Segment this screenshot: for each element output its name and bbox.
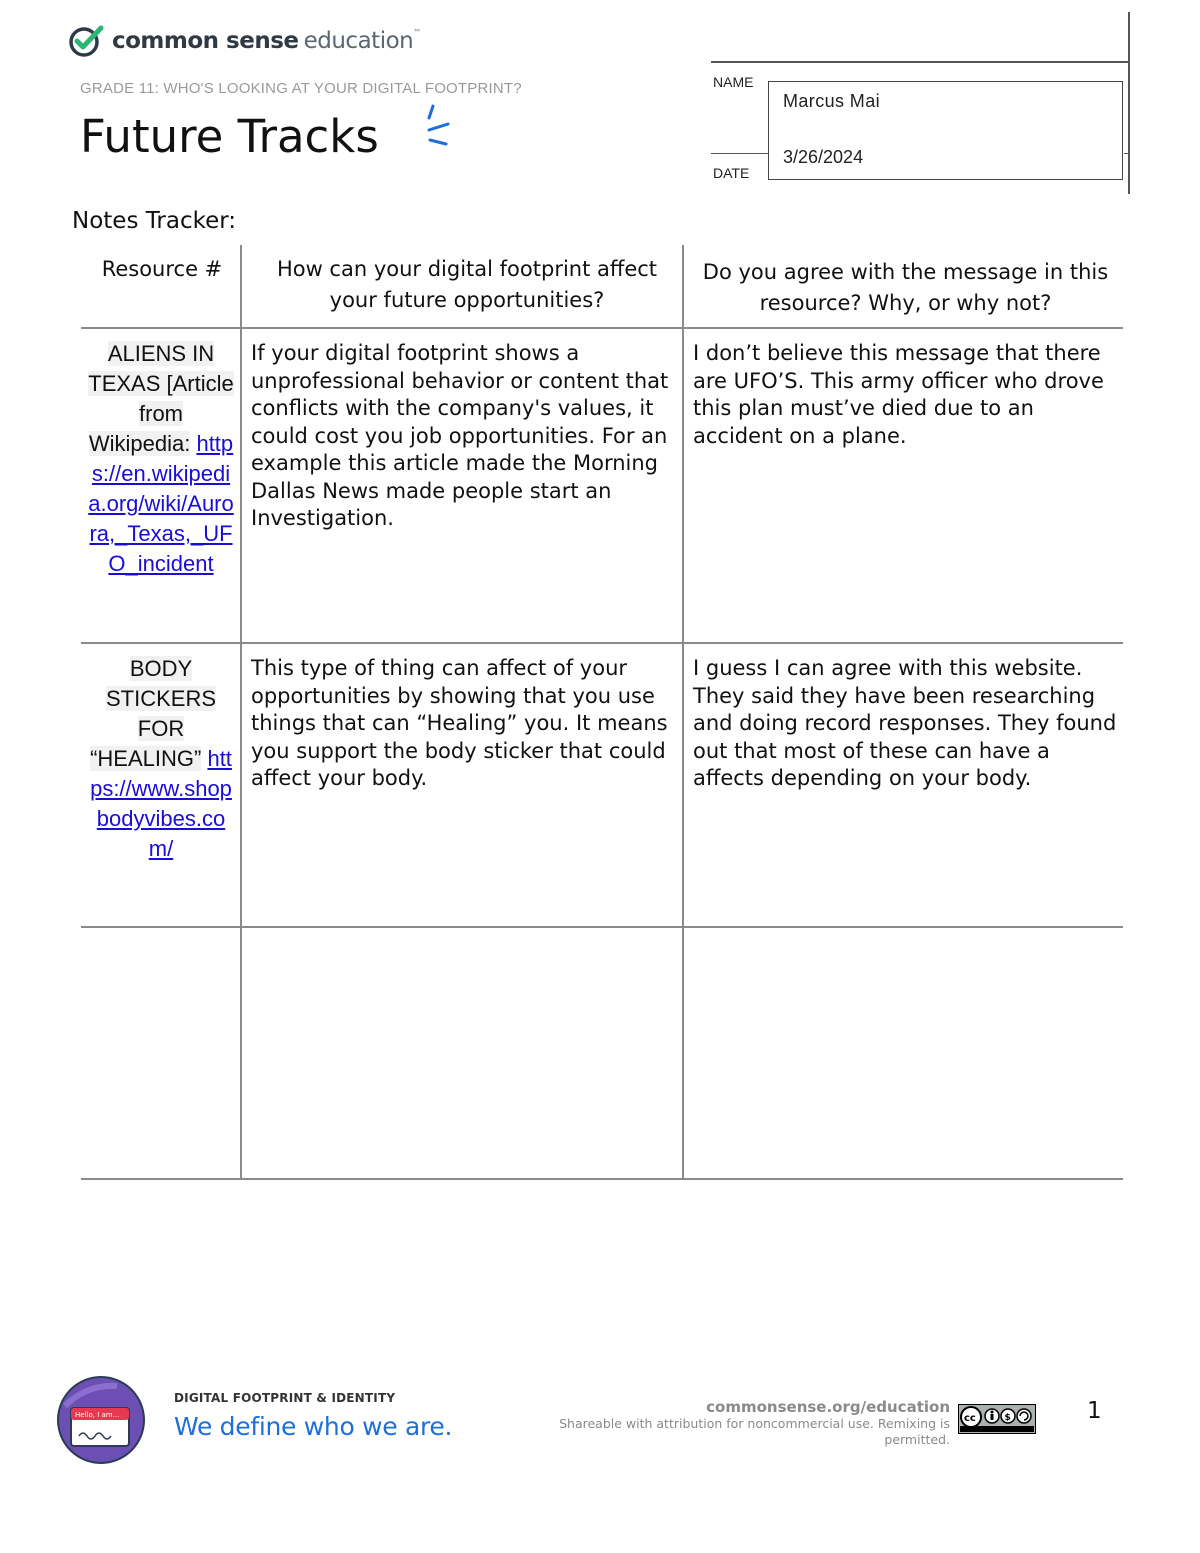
table-row-1-effect: If your digital footprint shows a unprofessional behavior or content that conflicts with the company's values, it could cost you job opportunities. For an example this article made the Morning Dallas News made people start an Investigation. xyxy=(251,341,669,530)
column-header-resource: Resource # xyxy=(101,257,223,281)
logo-trademark: ™ xyxy=(413,28,422,37)
resource-title: ALIENS IN TEXAS [Article from Wikipedia: xyxy=(88,341,234,456)
table-row-divider xyxy=(81,926,1123,928)
svg-text:cc: cc xyxy=(964,1413,976,1424)
date-field[interactable]: 3/26/2024 xyxy=(783,147,864,167)
notes-tracker-table xyxy=(81,245,1123,1181)
logo-brand-light: education xyxy=(303,28,414,54)
name-field[interactable]: Marcus Mai xyxy=(783,91,881,111)
svg-text:$: $ xyxy=(1004,1413,1011,1423)
page-number: 1 xyxy=(1087,1398,1102,1424)
footer-slogan: We define who we are. xyxy=(174,1412,453,1441)
table-row-divider xyxy=(81,642,1123,644)
logo-brand-strong: common sense xyxy=(112,28,299,54)
table-header-divider xyxy=(81,327,1123,329)
footer-topic: DIGITAL FOOTPRINT & IDENTITY xyxy=(174,1391,396,1405)
column-header-effect: How can your digital footprint affect your future opportunities? xyxy=(276,257,658,312)
notes-tracker-heading: Notes Tracker: xyxy=(72,208,237,234)
name-underline xyxy=(711,61,1129,63)
resource-link[interactable]: https://en.wikipedia.org/wiki/Aurora,_Texas,_UFO_incident xyxy=(88,431,234,576)
table-row-2-effect: This type of thing can affect of your opportunities by showing that you use things that can “Healing” you. It means you support the body sticker that could affect your body. xyxy=(251,656,668,790)
name-label: NAME xyxy=(713,74,754,90)
page-title: Future Tracks xyxy=(80,110,379,163)
table-bottom-border xyxy=(81,1178,1123,1180)
sparkle-accent-icon xyxy=(424,104,454,154)
resource-title: BODY STICKERS FOR “HEALING” xyxy=(90,656,217,771)
table-column-divider xyxy=(240,245,242,1180)
table-row-2-agree: I guess I can agree with this website. They said they have been researching and doing record responses. They found out that most of these can have a affects depending on your body. xyxy=(693,656,1117,790)
table-row-1-agree: I don’t believe this message that there are UFO’S. This army officer who drove this plan must’ve died due to an accident on a plane. xyxy=(693,341,1104,448)
table-row-1-resource xyxy=(87,339,235,579)
table-row-2-resource xyxy=(87,654,235,864)
checkmark-logo-icon xyxy=(68,24,104,58)
identity-badge-icon xyxy=(57,1376,145,1464)
creative-commons-icon xyxy=(958,1404,1036,1434)
badge-text: Hello, I am... xyxy=(75,1411,120,1419)
grade-line: GRADE 11: WHO'S LOOKING AT YOUR DIGITAL FOOTPRINT? xyxy=(80,80,522,97)
date-label: DATE xyxy=(713,165,750,181)
date-line xyxy=(711,153,769,154)
date-line-end xyxy=(1124,153,1130,154)
footer-url[interactable]: commonsense.org/education xyxy=(706,1398,950,1416)
header-border xyxy=(1128,12,1130,194)
footer-license: Shareable with attribution for noncommercial use. Remixing is permitted. xyxy=(559,1416,950,1447)
resource-link[interactable]: https://www.shopbodyvibes.com/ xyxy=(90,746,232,861)
column-header-agree: Do you agree with the message in this resource? Why, or why not? xyxy=(702,260,1109,315)
common-sense-logo xyxy=(68,22,421,60)
table-column-divider xyxy=(682,245,684,1180)
